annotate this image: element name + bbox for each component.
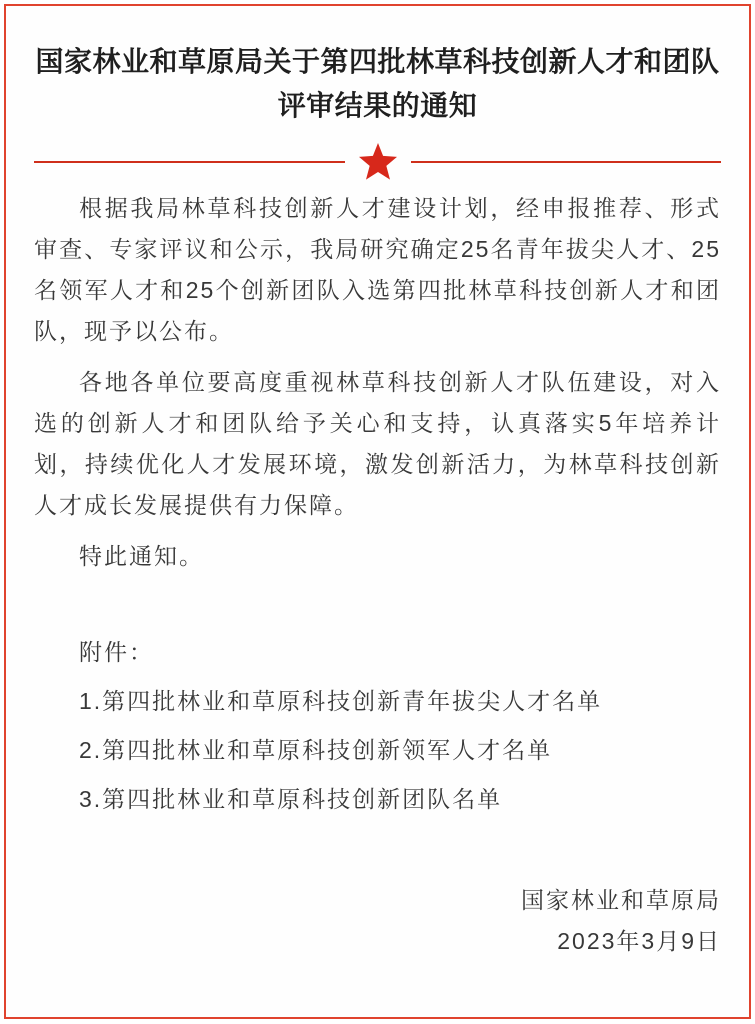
signature-date: 2023年3月9日 — [557, 928, 721, 954]
body-paragraph-1: 根据我局林草科技创新人才建设计划，经申报推荐、形式审查、专家评议和公示，我局研究确定25名青年拔尖人才、25名领军人才和25个创新团队入选第四批林草科技创新人才和团队，现予以公布。 — [34, 195, 721, 344]
document-title-line-2: 评审结果的通知 — [277, 90, 478, 121]
closing-line: 特此通知。 — [79, 543, 204, 569]
signature-block — [34, 880, 721, 962]
divider-rule-left — [34, 161, 345, 163]
attachments-label: 附件： — [79, 639, 154, 665]
body-paragraph-2: 各地各单位要高度重视林草科技创新人才队伍建设，对入选的创新人才和团队给予关心和支持，认真落实5年培养计划，持续优化人才发展环境，激发创新活力，为林草科技创新人才成长发展提供有力保障。 — [34, 369, 721, 518]
divider-rule-right — [411, 161, 722, 163]
document-sheet — [4, 4, 751, 1019]
attachment-item-3: 3.第四批林业和草原科技创新团队名单 — [79, 786, 503, 812]
red-star-icon — [357, 142, 399, 182]
title-divider — [34, 142, 721, 182]
attachment-item-1: 1.第四批林业和草原科技创新青年拔尖人才名单 — [79, 688, 603, 714]
document-body — [6, 188, 749, 962]
document-title — [6, 40, 749, 128]
attachment-item-2: 2.第四批林业和草原科技创新领军人才名单 — [79, 737, 553, 763]
document-title-line-1: 国家林业和草原局关于第四批林草科技创新人才和团队 — [35, 46, 720, 77]
signature-agency: 国家林业和草原局 — [521, 887, 721, 913]
